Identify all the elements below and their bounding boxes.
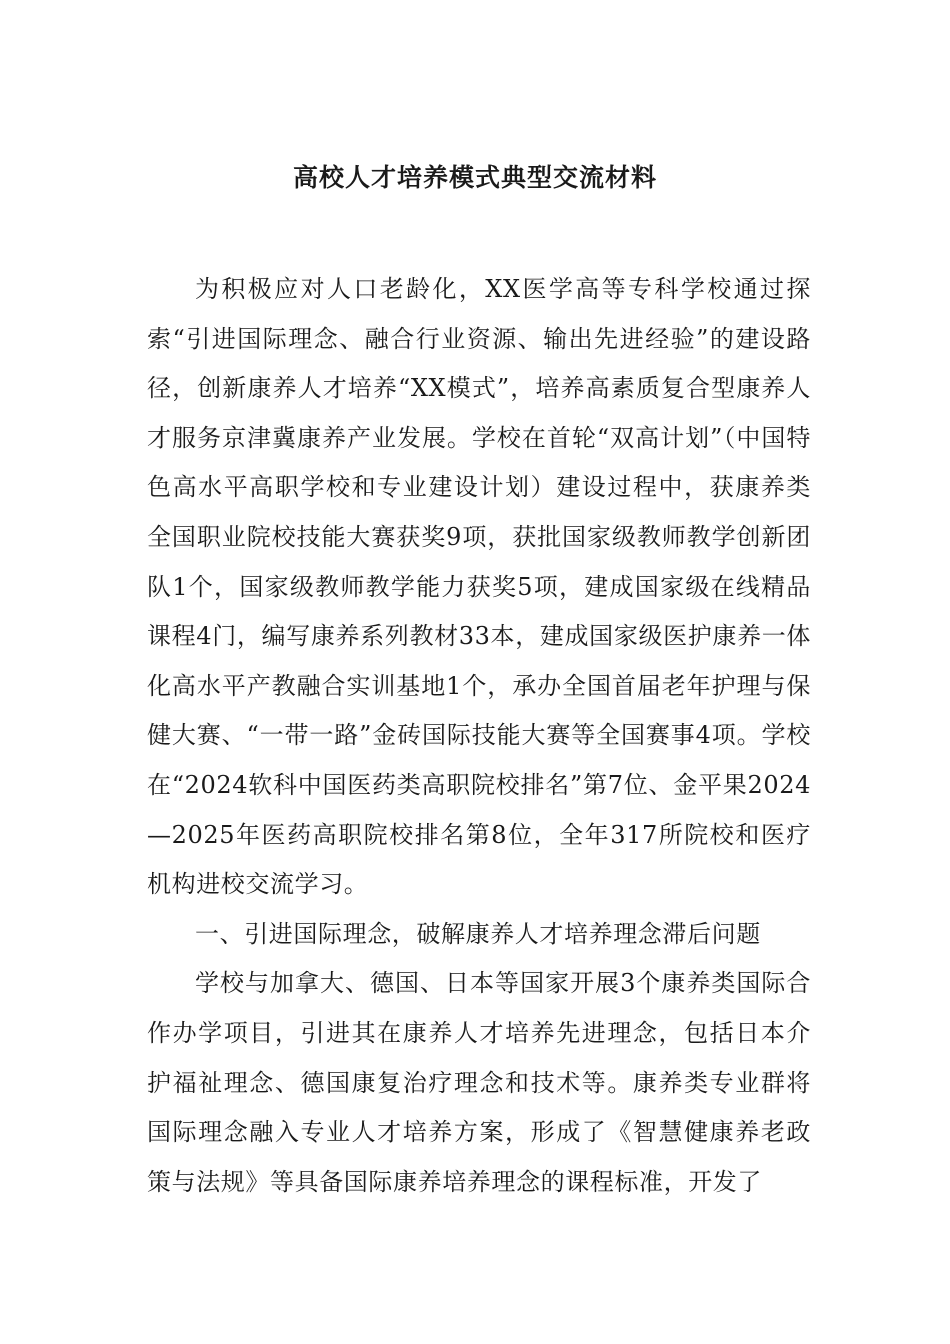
intro-paragraph: 为积极应对人口老龄化，XX医学高等专科学校通过探索“引进国际理念、融合行业资源、输出先进经验”的建设路径，创新康养人才培养“XX模式”，培养高素质复合型康养人才服务京津冀康养产业发展。学校在首轮“双高计划”（中国特色高水平高职学校和专业建设计划）建设过程中，获康养类全国职业院校技能大赛获奖9项，获批国家级教师教学创新团队1个，国家级教师教学能力获奖5项，建成国家级在线精品课程4门，编写康养系列教材33本，建成国家级医护康养一体化高水平产教融合实训基地1个，承办全国首届老年护理与保健大赛、“一带一路”金砖国际技能大赛等全国赛事4项。学校在“2024软科中国医药类高职院校排名”第7位、金平果2024—2025年医药高职院校排名第8位，全年317所院校和医疗机构进校交流学习。 <box>147 275 811 899</box>
document-title: 高校人才培养模式典型交流材料 <box>292 163 657 192</box>
document-body <box>147 265 811 1207</box>
section-paragraph: 学校与加拿大、德国、日本等国家开展3个康养类国际合作办学项目，引进其在康养人才培养先进理念，包括日本介护福祉理念、德国康复治疗理念和技术等。康养类专业群将国际理念融入专业人才培养方案，形成了《智慧健康养老政策与法规》等具备国际康养培养理念的课程标准，开发了 <box>147 969 811 1196</box>
section-heading: 一、引进国际理念，破解康养人才培养理念滞后问题 <box>195 919 761 948</box>
